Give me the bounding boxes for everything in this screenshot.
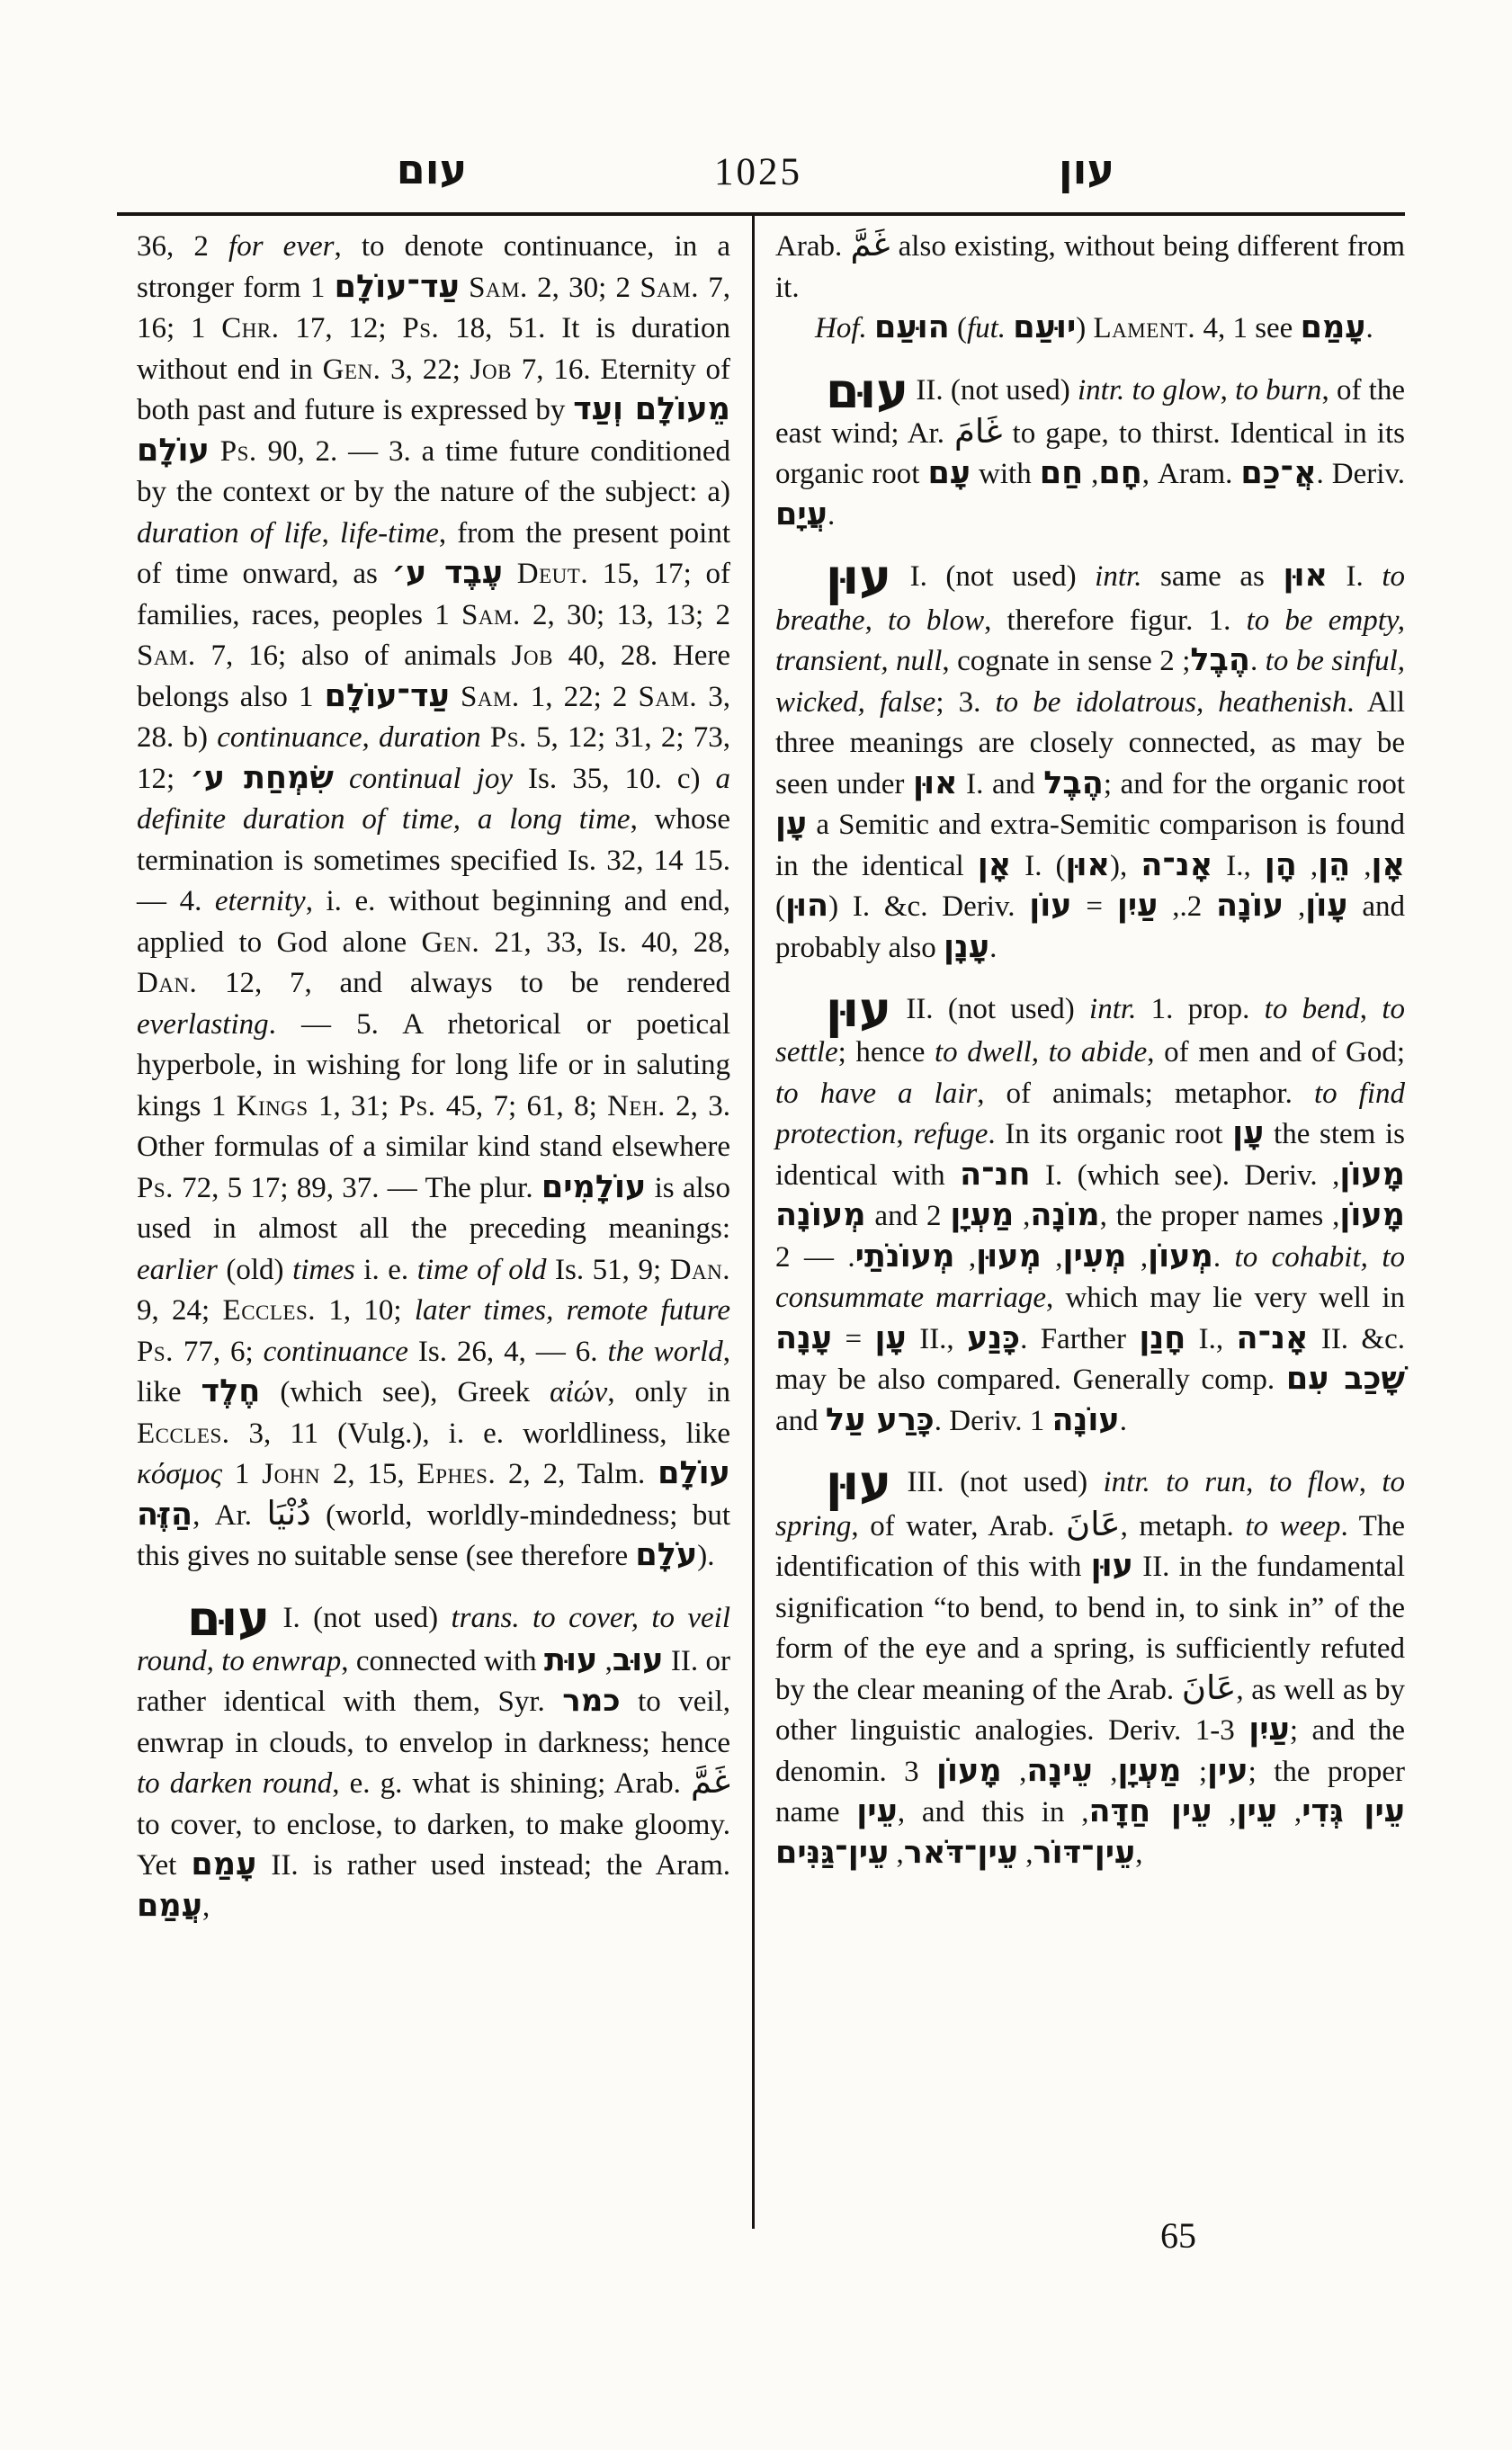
hebrew-word: עָן bbox=[874, 1319, 907, 1356]
hebrew-word: עוֹלָם הַזֶּה bbox=[137, 1455, 730, 1533]
hebrew-word: עֵינָה bbox=[1026, 1752, 1093, 1789]
hebrew-word: עָוֹן bbox=[1305, 888, 1348, 925]
greek-word: αἰών bbox=[550, 1376, 608, 1408]
hebrew-word: שָׁכַב עִם bbox=[1285, 1361, 1405, 1398]
hebrew-word: עָן bbox=[775, 806, 808, 843]
hebrew-word: מָעוֹן bbox=[1339, 1156, 1405, 1193]
hebrew-word: מָעוֹן bbox=[1339, 1197, 1406, 1234]
hebrew-word: עֵין חַדָּה bbox=[1088, 1793, 1212, 1830]
hebrew-word: עֶבֶד ע׳ bbox=[391, 555, 504, 591]
hebrew-word: יוּעַם bbox=[1013, 309, 1077, 345]
hebrew-word: הוּעַם bbox=[874, 309, 950, 345]
hebrew-word: חַם bbox=[1039, 455, 1084, 492]
entry-paragraph: עוּם I. (not used) trans. to cover, to veil round, to enwrap, connected with עוּב, עוּת II. or rather identical with them, Syr. כמר to veil, enwrap in clouds, to envelop in darkness; hence to darken round, e. g. what is shining; Arab. غَمَّ to cover, to enclose, to darken, to make gloomy. Yet עָמַם II. is rather used instead; the Aram. עֲמַם, bbox=[137, 1589, 731, 1924]
hebrew-word: הוּן bbox=[785, 888, 829, 925]
hebrew-word: כָּנַע bbox=[967, 1319, 1021, 1356]
hebrew-word: עָנָה bbox=[775, 1319, 833, 1356]
hebrew-word: עָמַם bbox=[1300, 309, 1366, 345]
hebrew-word: אָן bbox=[1371, 846, 1406, 883]
hebrew-word: מוֹנָה bbox=[1030, 1197, 1100, 1234]
hebrew-word: מָעוֹן bbox=[936, 1752, 1002, 1789]
hebrew-word: עין bbox=[1207, 1752, 1248, 1789]
printer-signature: 65 bbox=[1160, 2215, 1196, 2256]
arabic-word: غَامَ bbox=[954, 411, 1003, 451]
entry-paragraph: עוּן I. (not used) intr. same as אוּן I. to breathe, to blow, therefore figur. 1. to be empty, transient, null, cognate in sense הֶבֶל; 2. to be sinful, wicked, false; 3. to be idolatrous, heathenish. All three meanings are closely connected, as may be seen under אוּן I. and הֶבֶל; and for the organic root עָן a Semitic and extra-Semitic comparison is found in the identical אָן I. (אוּן), אָנ־ה I., אָן, הֵן, הָן (הוּן) I. &c. Deriv. עָוֹן, עוֹנָה 2., עַיִן = עוֹן and probably also עָנָן. bbox=[775, 549, 1406, 965]
hebrew-word: הֶבֶל bbox=[1190, 642, 1250, 679]
hebrew-word: עוֹן bbox=[1029, 888, 1072, 925]
hebrew-word: עוּת bbox=[544, 1641, 598, 1678]
hebrew-word: עֵין־דּוֹר bbox=[1033, 1834, 1136, 1871]
text-paragraph: Hof. הוּעַם (fut. יוּעַם) Lament. 4, 1 see עָמַם. bbox=[815, 309, 1373, 345]
hebrew-word: מְעוֹן bbox=[1148, 1238, 1213, 1274]
header-left-catchword: עום bbox=[396, 145, 468, 193]
entry-paragraph: עוּם II. (not used) intr. to glow, to burn, of the east wind; Ar. غَامَ to gape, to thirst. Identical in its organic root עָם with חָם, חַם , Aram. אֲ־כַם. Deriv. עֲיָם. bbox=[775, 362, 1406, 532]
entry-paragraph: עוּן III. (not used) intr. to run, to flow, to spring, of water, Arab. عَانَ, metaph. to weep. The identification of this with עוּן II. in the fundamental signification “to bend, to bend in, to sink in” of the form of the eye and a spring, is sufficiently refuted by the clear meaning of the Arab. عَانَ, as well as by other linguistic analogies. Deriv. עַיִן 1-3; and the denomin. עין; מַעְיָן, עֵינָה, מָעוֹן 3; the proper name עֵין, and this in עֵין גְּדִי, עֵין, עֵין חַדָּה, עֵין־דּוֹר, עֵין־דֹּאר, עֵין־גַּנִּים , bbox=[775, 1454, 1406, 1871]
text-paragraph: 36, 2 for ever, to denote continuance, in a stronger form עַד־עוֹלָם 1 Sam. 2, 30; 2 Sam. 7, 16; 1 Chr. 17, 12; Ps. 18, 51. It is duration without end in Gen. 3, 22; Job 7, 16. Eternity of both past and future is expressed by מֵעוֹלָם וְעַד עוֹלָם Ps. 90, 2. — 3. a time future conditioned by the context or by the nature of the subject: a) duration of life, life-time, from the present point of time onward, as עֶבֶד ע׳ Deut. 15, 17; of families, races, peoples 1 Sam. 2, 30; 13, 13; 2 Sam. 7, 16; also of animals Job 40, 28. Here belongs also עַד־עוֹלָם 1 Sam. 1, 22; 2 Sam. 3, 28. b) continuance, duration Ps. 5, 12; 31, 2; 73, 12; שִׂמְחַת ע׳ continual joy Is. 35, 10. c) a definite duration of time, a long time, whose termination is sometimes specified Is. 32, 14 15. — 4. eternity, i. e. without beginning and end, applied to God alone Gen. 21, 33, Is. 40, 28, Dan. 12, 7, and always to be rendered everlasting. — 5. A rhetorical or poetical hyperbole, in wishing for long life or in saluting kings 1 Kings 1, 31; Ps. 45, 7; 61, 8; Neh. 2, 3. Other formulas of a similar kind stand elsewhere Ps. 72, 5 17; 89, 37. — The plur. עוֹלָמִים is also used in almost all the preceding meanings: earlier (old) times i. e. time of old Is. 51, 9; Dan. 9, 24; Eccles. 1, 10; later times, remote future Ps. 77, 6; continuance Is. 26, 4, — 6. the world, like חֶלֶד (which see), Greek αἰών, only in Eccles. 3, 11 (Vulg.), i. e. worldliness, like κόσμος 1 John 2, 15, Ephes. 2, 2, Talm. עוֹלָם הַזֶּה, Ar. دُنْيَا (world, worldly-mindedness; but this gives no suitable sense (see therefore עֹלָם). bbox=[137, 230, 731, 1573]
hebrew-word: מַעְיָן bbox=[1117, 1752, 1182, 1789]
hebrew-headword: עוּם bbox=[187, 1589, 271, 1647]
hebrew-word: עָנָן bbox=[943, 928, 990, 965]
hebrew-word: עַיִן bbox=[1116, 888, 1159, 925]
hebrew-word: חֶלֶד bbox=[201, 1373, 261, 1409]
arabic-word: غَمَّ bbox=[691, 1762, 730, 1802]
hebrew-word: עוֹנָה bbox=[1051, 1401, 1120, 1438]
column-divider-rule bbox=[752, 216, 755, 2229]
hebrew-word: אוּן bbox=[1283, 558, 1328, 595]
arabic-word: دُنْيَا bbox=[266, 1493, 311, 1533]
hebrew-word: שִׂמְחַת ע׳ bbox=[190, 759, 334, 796]
right-column bbox=[775, 227, 1405, 1874]
hebrew-word: מְעוֹנֹתַי bbox=[854, 1238, 955, 1274]
page-number: 1025 bbox=[714, 151, 802, 193]
hebrew-word: אָנ־ה bbox=[1141, 846, 1213, 883]
hebrew-word: עוּן bbox=[1090, 1548, 1133, 1585]
hebrew-word: עֹלָם bbox=[635, 1537, 698, 1573]
hebrew-headword: עוּן bbox=[826, 549, 892, 606]
syriac-word: כמר bbox=[562, 1683, 621, 1720]
hebrew-word: אָנ־ה bbox=[1236, 1319, 1309, 1356]
arabic-word: عَانَ bbox=[1181, 1668, 1237, 1707]
hebrew-word: עַיִן bbox=[1248, 1712, 1290, 1748]
hebrew-word: עֵין־גַּנִּים bbox=[775, 1834, 890, 1871]
arabic-word: عَانَ bbox=[1066, 1504, 1121, 1543]
hebrew-word: אֲ־כַם bbox=[1240, 455, 1317, 492]
hebrew-word: עוֹנָה bbox=[1216, 888, 1284, 925]
hebrew-word: מְעוּן bbox=[976, 1238, 1042, 1274]
running-head bbox=[0, 142, 1512, 198]
entry-paragraph: עוּן II. (not used) intr. 1. prop. to bend, to settle; hence to dwell, to abide, of men and of God; to have a lair, of animals; metaphor. to find protection, refuge. In its organic root עָן the stem is identical with חנ־ה I. (which see). Deriv. מָעוֹן, מְעוֹנָה and מוֹנָה, מַעְיָן 2, the proper names מָעוֹן, מְעוֹן, מְעִין, מְעוּן, מְעוֹנֹתַי. — 2. to cohabit, to consummate marriage, which may lie very well in עָן = עָנָה II., כָּנַע. Farther חָנַן I., אָנ־ה II. &c. may be also compared. Generally comp. שָׁכַב עִם and כָּרַע עַל. Deriv. עוֹנָה 1. bbox=[775, 981, 1406, 1438]
hebrew-word: כָּרַע עַל bbox=[825, 1401, 935, 1438]
hebrew-headword: עוּן bbox=[826, 981, 892, 1039]
hebrew-word: הֶבֶל bbox=[1043, 765, 1104, 801]
hebrew-word: חָנַן bbox=[1139, 1319, 1186, 1356]
hebrew-word: אוּן bbox=[1065, 846, 1111, 883]
left-column bbox=[137, 227, 730, 1927]
hebrew-word: עֵין־דֹּאר bbox=[903, 1834, 1019, 1871]
hebrew-word: עֵין גְּדִי bbox=[1302, 1793, 1406, 1830]
hebrew-word: עָן bbox=[1232, 1115, 1265, 1152]
hebrew-word: אָן bbox=[977, 846, 1012, 883]
hebrew-word: עוּב bbox=[612, 1641, 664, 1678]
hebrew-headword: עוּם bbox=[826, 362, 909, 419]
header-rule bbox=[117, 212, 1405, 216]
hebrew-headword: עוּן bbox=[826, 1454, 892, 1512]
hebrew-word: מְעִין bbox=[1062, 1238, 1127, 1274]
hebrew-word: עֲמַם bbox=[137, 1887, 202, 1924]
hebrew-word: עֵין bbox=[856, 1793, 898, 1830]
greek-word: κόσμος bbox=[137, 1458, 223, 1490]
hebrew-word: חָם bbox=[1098, 455, 1142, 492]
hebrew-word: עָם bbox=[927, 455, 971, 492]
hebrew-word: עַד־עוֹלָם bbox=[324, 677, 450, 714]
hebrew-word: עָמַם bbox=[191, 1846, 257, 1883]
hebrew-word: עַד־עוֹלָם bbox=[334, 268, 460, 305]
text-paragraph: Arab. غَمَّ also existing, without being different from it. bbox=[775, 225, 1405, 304]
arabic-word: غَمَّ bbox=[850, 225, 890, 264]
hebrew-word: מְעוֹנָה bbox=[775, 1197, 866, 1234]
hebrew-word: מֵעוֹלָם וְעַד עוֹלָם bbox=[137, 391, 730, 469]
hebrew-word: עֵין bbox=[1236, 1793, 1278, 1830]
hebrew-word: אוּן bbox=[913, 765, 958, 801]
hebrew-word: עֲיָם bbox=[775, 496, 828, 532]
hebrew-word: חנ־ה bbox=[960, 1156, 1031, 1193]
hebrew-word: הָן bbox=[1264, 846, 1297, 883]
header-right-catchword: עון bbox=[1058, 145, 1115, 193]
hebrew-word: עוֹלָמִים bbox=[541, 1168, 647, 1205]
hebrew-word: הֵן bbox=[1318, 846, 1351, 883]
hebrew-word: מַעְיָן bbox=[950, 1197, 1015, 1234]
